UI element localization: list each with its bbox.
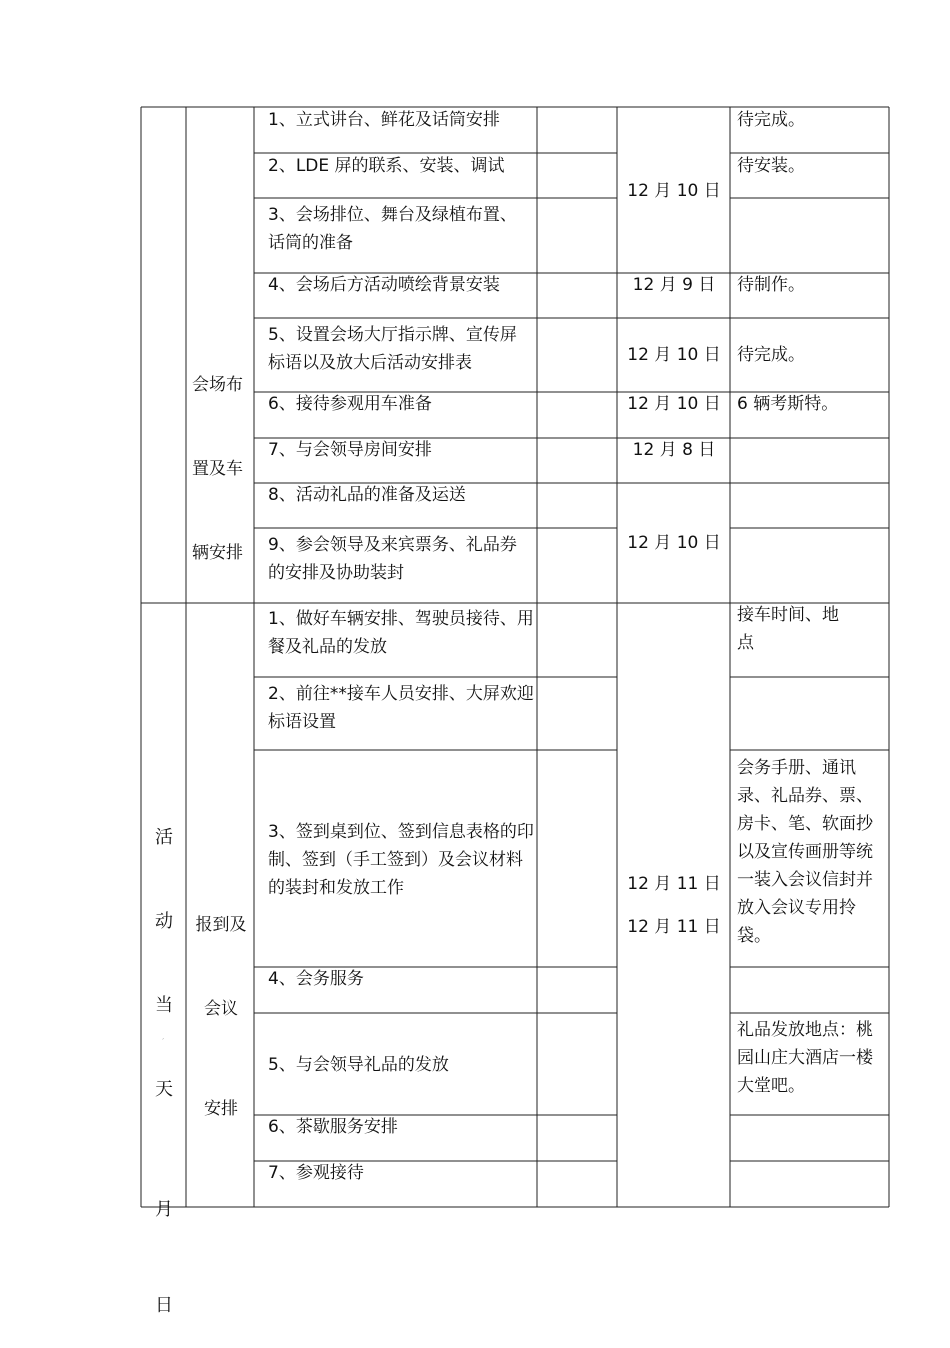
date-text: 12 月 11 日 (627, 917, 721, 937)
task-text: 3、会场排位、舞台及绿植布置、话筒的准备 (268, 205, 517, 253)
task-text: 8、活动礼品的准备及运送 (268, 485, 466, 505)
date-text: 12 月 10 日 (627, 533, 721, 553)
task-text: 7、参观接待 (268, 1163, 364, 1183)
note-text: 待安装。 (737, 156, 805, 176)
activity-day-label (146, 768, 182, 1348)
date-text: 12 月 9 日 (632, 275, 716, 295)
task-text: 3、签到桌到位、签到信息表格的印制、签到（手工签到）及会议材料的装封和发放工作 (268, 822, 534, 898)
section1-category-line: 辆安排 (192, 543, 243, 563)
section2-category (188, 855, 254, 1151)
day-label-char: 天 (155, 1079, 173, 1100)
day-label-char: 动 (155, 911, 173, 932)
task-text: 5、设置会场大厅指示牌、宣传屏标语以及放大后活动安排表 (268, 325, 517, 373)
task-text: 6、接待参观用车准备 (268, 394, 432, 414)
date-text: 12 月 8 日 (632, 440, 716, 460)
section2-category-line: 会议 (204, 999, 238, 1019)
note-text: 待制作。 (737, 275, 805, 295)
task-text: 5、与会领导礼品的发放 (268, 1055, 449, 1075)
section2-category-line: 报到及 (195, 915, 247, 935)
date-text: 12 月 10 日 (627, 181, 721, 201)
task-text: 1、做好车辆安排、驾驶员接待、用餐及礼品的发放 (268, 609, 534, 657)
stray-mark: ˊ (161, 1038, 165, 1046)
date-text: 12 月 11 日 (627, 874, 721, 894)
note-text: 礼品发放地点：桃园山庄大酒店一楼大堂吧。 (737, 1020, 873, 1096)
note-text: 6 辆考斯特。 (737, 394, 839, 414)
task-text: 2、前往**接车人员安排、大屏欢迎标语设置 (268, 684, 534, 732)
day-label-char: 日 (155, 1295, 173, 1316)
section1-category-line: 置及车 (192, 459, 243, 479)
task-text: 4、会务服务 (268, 969, 364, 989)
note-text: 待完成。 (737, 110, 805, 130)
date-text: 12 月 10 日 (627, 345, 721, 365)
task-text: 1、立式讲台、鲜花及话筒安排 (268, 110, 500, 130)
section2-category-line: 安排 (204, 1099, 238, 1119)
day-label-char: 活 (155, 827, 173, 848)
task-text: 4、会场后方活动喷绘背景安装 (268, 275, 500, 295)
section1-category-line: 会场布 (192, 375, 243, 395)
date-text: 12 月 10 日 (627, 394, 721, 414)
section1-category (192, 315, 252, 595)
task-text: 2、LDE 屏的联系、安装、调试 (268, 156, 505, 176)
task-text: 6、茶歇服务安排 (268, 1117, 398, 1137)
task-text: 7、与会领导房间安排 (268, 440, 432, 460)
day-label-char: 月 (155, 1199, 173, 1220)
note-text: 会务手册、通讯录、礼品券、票、房卡、笔、软面抄以及宣传画册等统一装入会议信封并放入会议专用拎袋。 (737, 758, 873, 946)
note-text: 接车时间、地点 (737, 605, 839, 653)
note-text: 待完成。 (737, 345, 805, 365)
day-label-char: 当 (155, 995, 173, 1016)
task-text: 9、参会领导及来宾票务、礼品券的安排及协助装封 (268, 535, 517, 583)
